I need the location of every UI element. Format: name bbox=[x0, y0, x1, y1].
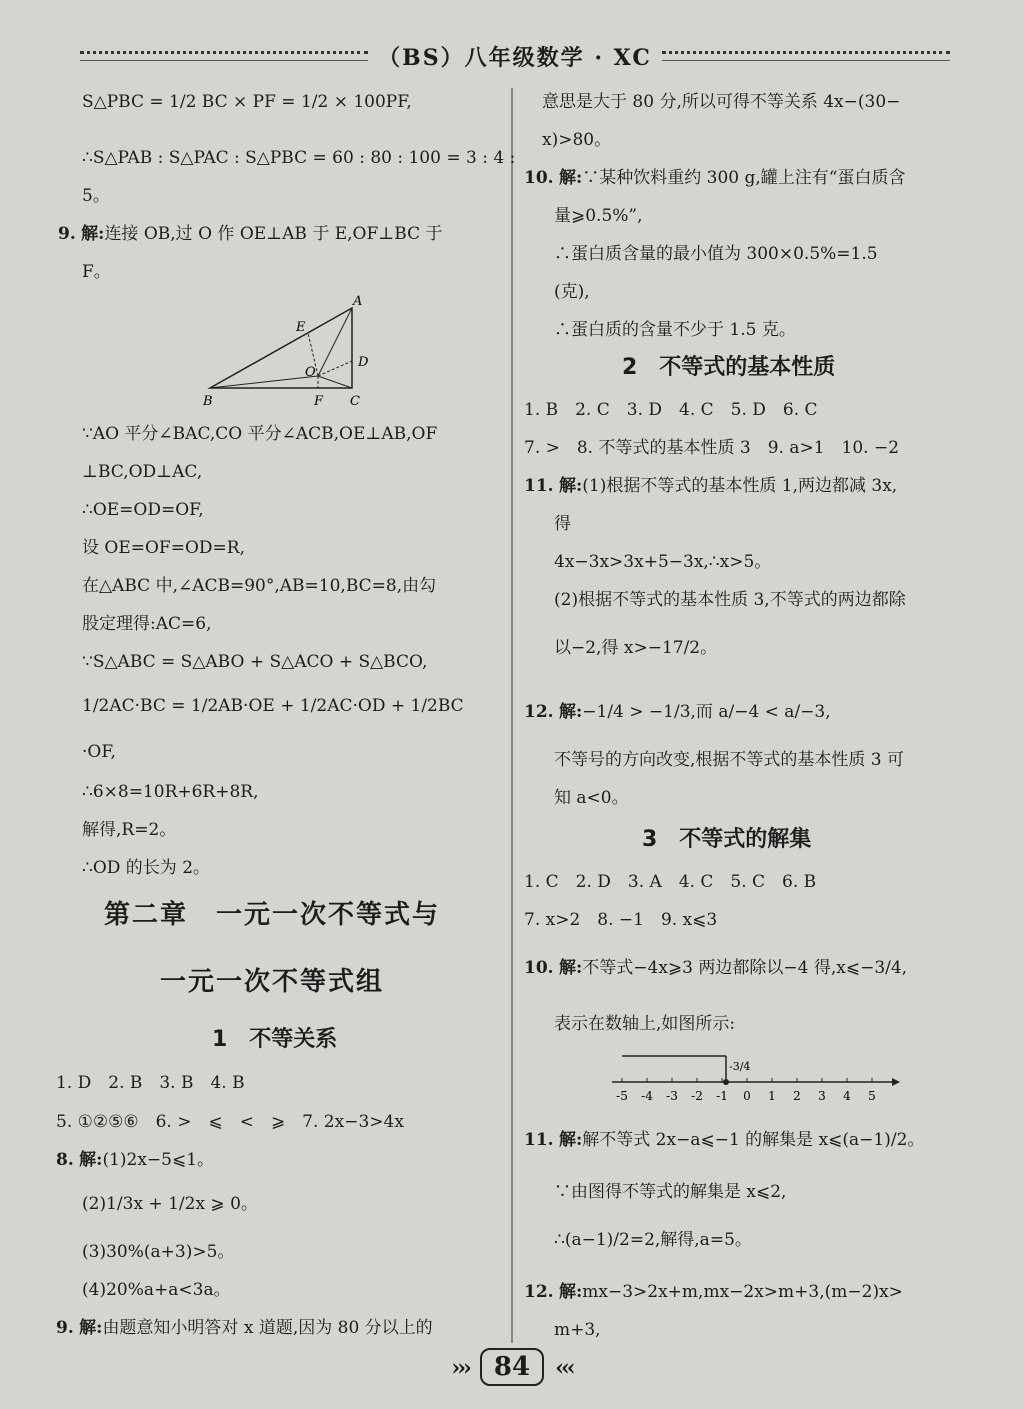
answer-line: 1. C 2. D 3. A 4. C 5. C 6. B bbox=[524, 872, 817, 892]
tick-label: -2 bbox=[691, 1089, 703, 1103]
solution-endpoint-dot bbox=[723, 1079, 729, 1085]
text-line: (2)1/3x + 1/2x ⩾ 0。 bbox=[82, 1194, 258, 1214]
text-line: 以−2,得 x>−17/2。 bbox=[554, 638, 718, 658]
question-12b bbox=[524, 1280, 903, 1304]
tick-label: 3 bbox=[818, 1089, 826, 1103]
text-line: ∴OD 的长为 2。 bbox=[82, 858, 211, 878]
text-line: 量⩾0.5%”, bbox=[554, 206, 643, 226]
text-line: ∴蛋白质的含量不少于 1.5 克。 bbox=[554, 320, 796, 340]
text-line: ∴OE=OD=OF, bbox=[82, 500, 204, 520]
segment-bo bbox=[210, 376, 318, 388]
solution-label: 解: bbox=[558, 1282, 583, 1302]
header-ornament-right bbox=[662, 51, 950, 61]
text-line: 解得,R=2。 bbox=[82, 820, 177, 840]
text-line: 表示在数轴上,如图所示: bbox=[554, 1014, 736, 1034]
text-line: ∵某种饮料重约 300 g,罐上注有“蛋白质含 bbox=[582, 168, 906, 188]
question-number: 9. bbox=[58, 224, 76, 244]
tick-label: -5 bbox=[616, 1089, 628, 1103]
triangle-figure bbox=[200, 293, 380, 413]
label-b: B bbox=[203, 394, 213, 409]
header-title: （BS）八年级数学 · XC bbox=[378, 44, 652, 71]
question-number: 11. bbox=[524, 1130, 554, 1150]
text-line: 解不等式 2x−a⩽−1 的解集是 x⩽(a−1)/2。 bbox=[582, 1130, 925, 1150]
text-line: m+3, bbox=[554, 1320, 601, 1340]
solution-label: 解: bbox=[79, 1318, 103, 1338]
section-title: 3 不等式的解集 bbox=[642, 827, 812, 852]
text-line: 由题意知小明答对 x 道题,因为 80 分以上的 bbox=[102, 1318, 433, 1338]
question-number: 10. bbox=[524, 958, 554, 978]
text-line: (2)根据不等式的基本性质 3,不等式的两边都除 bbox=[554, 590, 906, 610]
text-line: S△PBC = 1/2 BC × PF = 1/2 × 100PF, bbox=[82, 92, 412, 112]
text-line: (4)20%a+a<3a。 bbox=[82, 1280, 231, 1300]
question-10b bbox=[524, 956, 907, 980]
answer-line: 5. ①②⑤⑥ 6. > ⩽ < ⩾ 7. 2x−3>4x bbox=[56, 1112, 404, 1132]
question-9 bbox=[58, 222, 443, 246]
section-title: 1 不等关系 bbox=[212, 1027, 338, 1052]
question-number: 11. bbox=[524, 476, 554, 496]
text-line: (1)根据不等式的基本性质 1,两边都减 3x, bbox=[582, 476, 898, 496]
column-divider bbox=[511, 88, 513, 1343]
text-line: ·OF, bbox=[82, 742, 116, 762]
question-number: 8. bbox=[56, 1150, 74, 1170]
section-title: 2 不等式的基本性质 bbox=[622, 355, 836, 380]
text-line: ∵S△ABC = S△ABO + S△ACO + S△BCO, bbox=[82, 652, 428, 672]
label-c: C bbox=[350, 394, 360, 409]
tick-label: -3 bbox=[666, 1089, 678, 1103]
text-line: ∵由图得不等式的解集是 x⩽2, bbox=[554, 1182, 787, 1202]
text-line: −1/4 > −1/3,而 a/−4 < a/−3, bbox=[582, 702, 831, 722]
tick-label: 0 bbox=[743, 1089, 751, 1103]
text-line: ⊥BC,OD⊥AC, bbox=[82, 462, 203, 482]
solution-label: 解: bbox=[558, 476, 583, 496]
text-line: ∴S△PAB : S△PAC : S△PBC = 60 : 80 : 100 = 3 : 4 : bbox=[82, 148, 516, 168]
text-line: 连接 OB,过 O 作 OE⊥AB 于 E,OF⊥BC 于 bbox=[104, 224, 443, 244]
solution-label: 解: bbox=[558, 702, 583, 722]
text-line: 得 bbox=[554, 514, 571, 534]
question-number: 12. bbox=[524, 702, 554, 722]
text-line: (1)2x−5⩽1。 bbox=[102, 1150, 215, 1170]
solution-label: 解: bbox=[81, 224, 105, 244]
tick-label: -4 bbox=[641, 1089, 653, 1103]
question-12 bbox=[524, 700, 831, 724]
chevrons-right-icon: ››› bbox=[451, 1355, 469, 1381]
text-line: ∴(a−1)/2=2,解得,a=5。 bbox=[554, 1230, 752, 1250]
question-number: 10. bbox=[524, 168, 554, 188]
tick-label: 1 bbox=[768, 1089, 776, 1103]
text-line: ∴蛋白质含量的最小值为 300×0.5%=1.5 bbox=[554, 244, 878, 264]
question-11b bbox=[524, 1128, 924, 1152]
text-line: 知 a<0。 bbox=[554, 788, 629, 808]
label-f: F bbox=[314, 394, 324, 409]
text-line: mx−3>2x+m,mx−2x>m+3,(m−2)x> bbox=[582, 1282, 903, 1302]
text-line: ∵AO 平分∠BAC,CO 平分∠ACB,OE⊥AB,OF bbox=[82, 424, 438, 444]
segment-od bbox=[318, 361, 352, 376]
question-number: 9. bbox=[56, 1318, 74, 1338]
label-e: E bbox=[296, 320, 306, 335]
question-10 bbox=[524, 166, 906, 190]
text-line: (3)30%(a+3)>5。 bbox=[82, 1242, 235, 1262]
text-line: ∴6×8=10R+6R+8R, bbox=[82, 782, 259, 802]
text-line: 设 OE=OF=OD=R, bbox=[82, 538, 245, 558]
question-8 bbox=[56, 1148, 214, 1172]
text-line: 意思是大于 80 分,所以可得不等关系 4x−(30− bbox=[542, 92, 901, 112]
tick-label: 4 bbox=[843, 1089, 851, 1103]
segment-co bbox=[318, 376, 352, 388]
solution-label: 解: bbox=[79, 1150, 103, 1170]
page-header bbox=[70, 38, 960, 74]
chapter-title-line2: 一元一次不等式组 bbox=[160, 967, 385, 997]
question-11 bbox=[524, 474, 897, 498]
solution-label: 解: bbox=[558, 958, 583, 978]
text-line: (克), bbox=[554, 282, 590, 302]
text-line: x)>80。 bbox=[542, 130, 612, 150]
text-line: 4x−3x>3x+5−3x,∴x>5。 bbox=[554, 552, 772, 572]
solution-label: 解: bbox=[558, 1130, 583, 1150]
answer-line: 1. B 2. C 3. D 4. C 5. D 6. C bbox=[524, 400, 818, 420]
answer-line: 7. x>2 8. −1 9. x⩽3 bbox=[524, 910, 718, 930]
text-line: F。 bbox=[82, 262, 111, 282]
tick-label: 2 bbox=[793, 1089, 801, 1103]
axis-arrow bbox=[892, 1078, 900, 1086]
chapter-title-line1: 第二章 一元一次不等式与 bbox=[104, 900, 441, 930]
tick-label: -1 bbox=[716, 1089, 728, 1103]
question-number: 12. bbox=[524, 1282, 554, 1302]
header-ornament-left bbox=[80, 51, 368, 61]
label-o: O bbox=[305, 365, 316, 380]
text-line: 股定理得:AC=6, bbox=[82, 614, 212, 634]
chevrons-left-icon: ‹‹‹ bbox=[555, 1355, 573, 1381]
solution-label: 解: bbox=[558, 168, 583, 188]
text-line: 在△ABC 中,∠ACB=90°,AB=10,BC=8,由勾 bbox=[82, 576, 437, 596]
number-line bbox=[610, 1046, 900, 1114]
question-9b bbox=[56, 1316, 433, 1340]
answer-line: 1. D 2. B 3. B 4. B bbox=[56, 1073, 245, 1093]
page-number: 84 bbox=[480, 1348, 544, 1386]
text-line: 不等号的方向改变,根据不等式的基本性质 3 可 bbox=[554, 750, 905, 770]
text-line: 5。 bbox=[82, 186, 110, 206]
page-footer bbox=[0, 1348, 1024, 1386]
answer-line: 7. > 8. 不等式的基本性质 3 9. a>1 10. −2 bbox=[524, 438, 900, 458]
label-d: D bbox=[358, 355, 369, 370]
label-a: A bbox=[353, 294, 363, 309]
mark-label: -3/4 bbox=[729, 1060, 751, 1073]
text-line: 不等式−4x⩾3 两边都除以−4 得,x⩽−3/4, bbox=[582, 958, 908, 978]
triangle-abc bbox=[210, 308, 352, 388]
text-line: 1/2AC·BC = 1/2AB·OE + 1/2AC·OD + 1/2BC bbox=[82, 696, 464, 716]
tick-label: 5 bbox=[868, 1089, 876, 1103]
